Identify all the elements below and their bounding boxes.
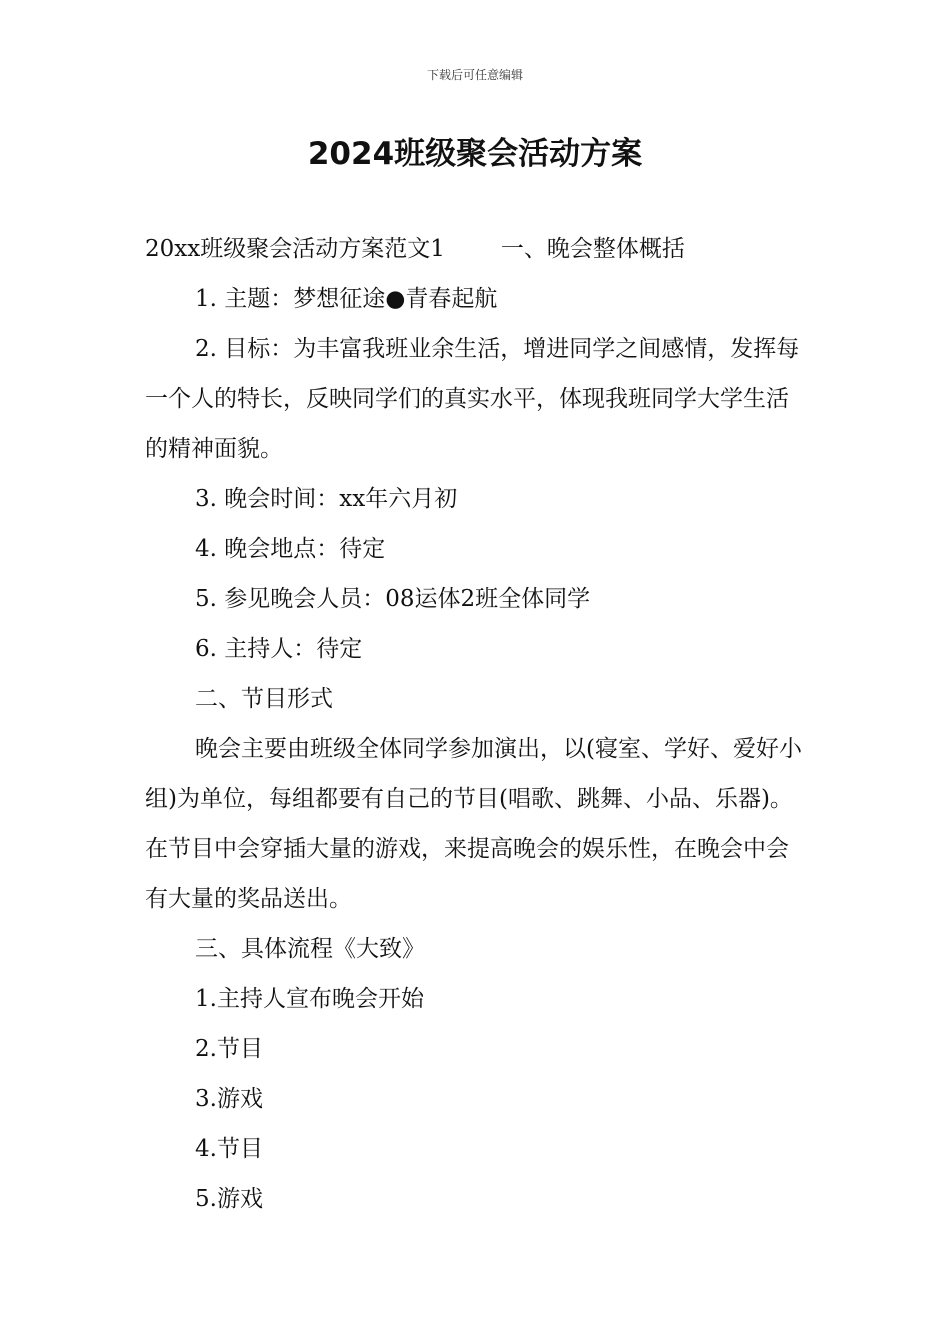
section-two-heading: 二、节目形式 [195, 686, 333, 712]
item-time: 3. 晚会时间：xx年六月初 [195, 486, 458, 512]
section-three-heading: 三、具体流程《大致》 [195, 936, 425, 962]
item-place: 4. 晚会地点：待定 [195, 536, 386, 562]
item-goal: 2. 目标：为丰富我班业余生活，增进同学之间感情，发挥每一个人的特长，反映同学们的真实水平，体现我班同学大学生活的精神面貌。 [145, 336, 800, 462]
intro-line [145, 224, 810, 274]
list-item: 2.节目 [195, 1036, 263, 1062]
section-two-body: 晚会主要由班级全体同学参加演出，以(寝室、学好、爱好小组)为单位，每组都要有自己的节目(唱歌、跳舞、小品、乐器)。在节目中会穿插大量的游戏，来提高晚会的娱乐性，在晚会中会有大量的奖品送出。 [145, 736, 802, 912]
list-item: 3.游戏 [195, 1086, 263, 1112]
item-attendees: 5. 参见晚会人员：08运体2班全体同学 [195, 586, 591, 612]
document-title: 2024班级聚会活动方案 [307, 136, 643, 172]
section-one-heading: 一、晚会整体概括 [500, 236, 685, 262]
document-body [145, 224, 810, 1224]
item-theme: 1. 主题：梦想征途●青春起航 [195, 286, 498, 312]
item-host: 6. 主持人：待定 [195, 636, 363, 662]
example-label: 20xx班级聚会活动方案范文1 [145, 236, 445, 262]
list-item: 1.主持人宣布晚会开始 [195, 986, 424, 1012]
list-item: 4.节目 [195, 1136, 263, 1162]
list-item: 5.游戏 [195, 1186, 263, 1212]
header-note: 下载后可任意编辑 [426, 68, 523, 82]
